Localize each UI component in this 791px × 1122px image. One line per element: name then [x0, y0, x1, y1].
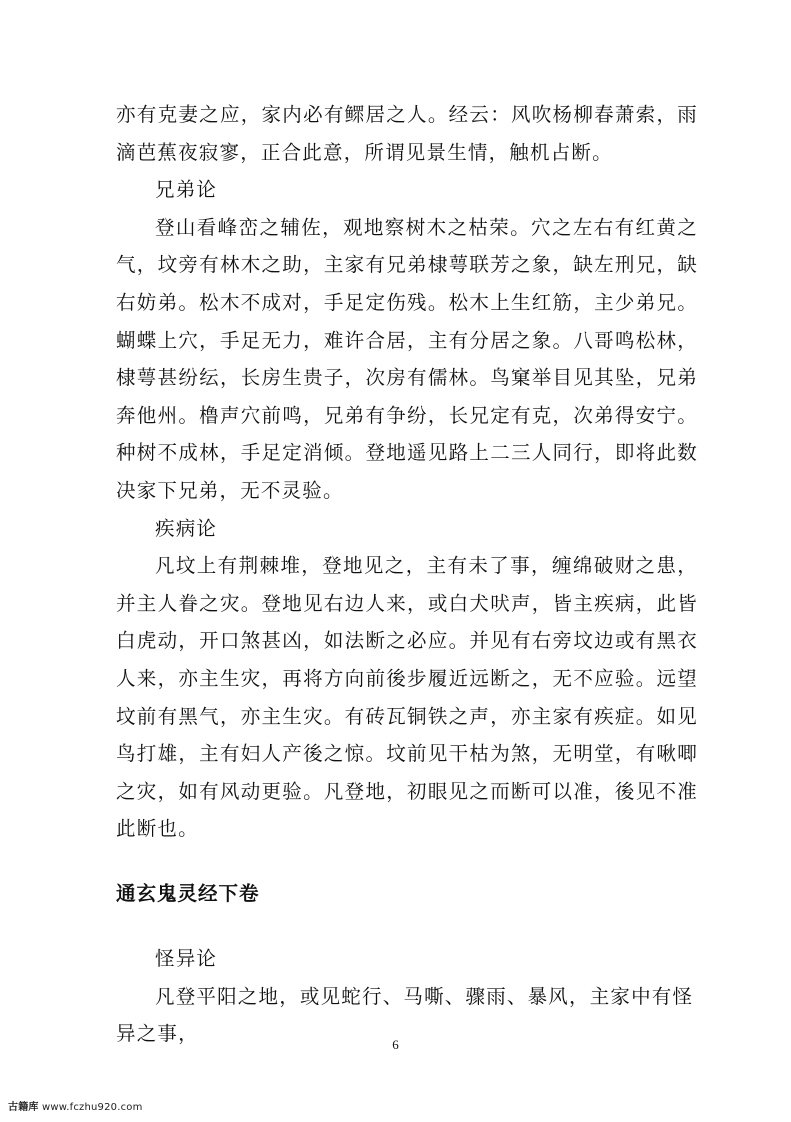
section-heading-strange: 怪异论	[155, 947, 218, 970]
paragraph-continued: 亦有克妻之应，家内必有鳏居之人。经云：风吹杨柳春萧索，雨滴芭蕉夜寂寥，正合此意，所谓见景生情，触机占断。	[116, 103, 698, 164]
paragraph-illness: 凡坟上有荆棘堆，登地见之，主有未了事，缠绵破财之患，并主人眷之灾。登地见右边人来，或白犬吠声，皆主疾病，此皆白虎动，开口煞甚凶，如法断之必应。并见有右旁坟边或有黑衣人来，亦主生灾，再将方向前後步履近远断之，无不应验。远望坟前有黑气，亦主生灾。有砖瓦铜铁之声，亦主家有疾症。如见鸟打雄，主有妇人产後之惊。坟前见干枯为煞，无明堂，有啾唧之灾，如有风动更验。凡登地，初眼见之而断可以准，後见不准此断也。	[116, 554, 698, 841]
section-heading-brothers: 兄弟论	[155, 178, 218, 202]
chapter-title: 通玄鬼灵经下卷	[116, 882, 260, 905]
footer-url: www.fczhu920.com	[42, 1102, 143, 1113]
paragraph-strange: 凡登平阳之地，或见蛇行、马嘶、骤雨、暴风，主家中有怪异之事，	[116, 984, 694, 1046]
section-strange	[116, 940, 698, 1053]
footer-site-name: 古籍库	[8, 1102, 39, 1113]
footer-watermark	[8, 1098, 143, 1113]
paragraph-brothers: 登山看峰峦之辅佐，观地察树木之枯荣。穴之左右有红黄之气，坟旁有林木之助，主家有兄弟棣萼联芳之象，缺左刑兄，缺右妨弟。松木不成对，手足定伤残。松木上生红筋，主少弟兄。蝴蝶上穴，手足无力，难许合居，主有分居之象。八哥鸣松林，棣萼甚纷纭，长房生贵子，次房有儒林。鸟窠举目见其坠，兄弟奔他州。橹声穴前鸣，兄弟有争纷，长兄定有克，次弟得安宁。种树不成林，手足定消倾。登地遥见路上二三人同行，即将此数决家下兄弟，无不灵验。	[116, 215, 698, 502]
body-text	[116, 96, 698, 848]
page-number: 6	[392, 1037, 399, 1052]
section-heading-illness: 疾病论	[155, 516, 218, 540]
